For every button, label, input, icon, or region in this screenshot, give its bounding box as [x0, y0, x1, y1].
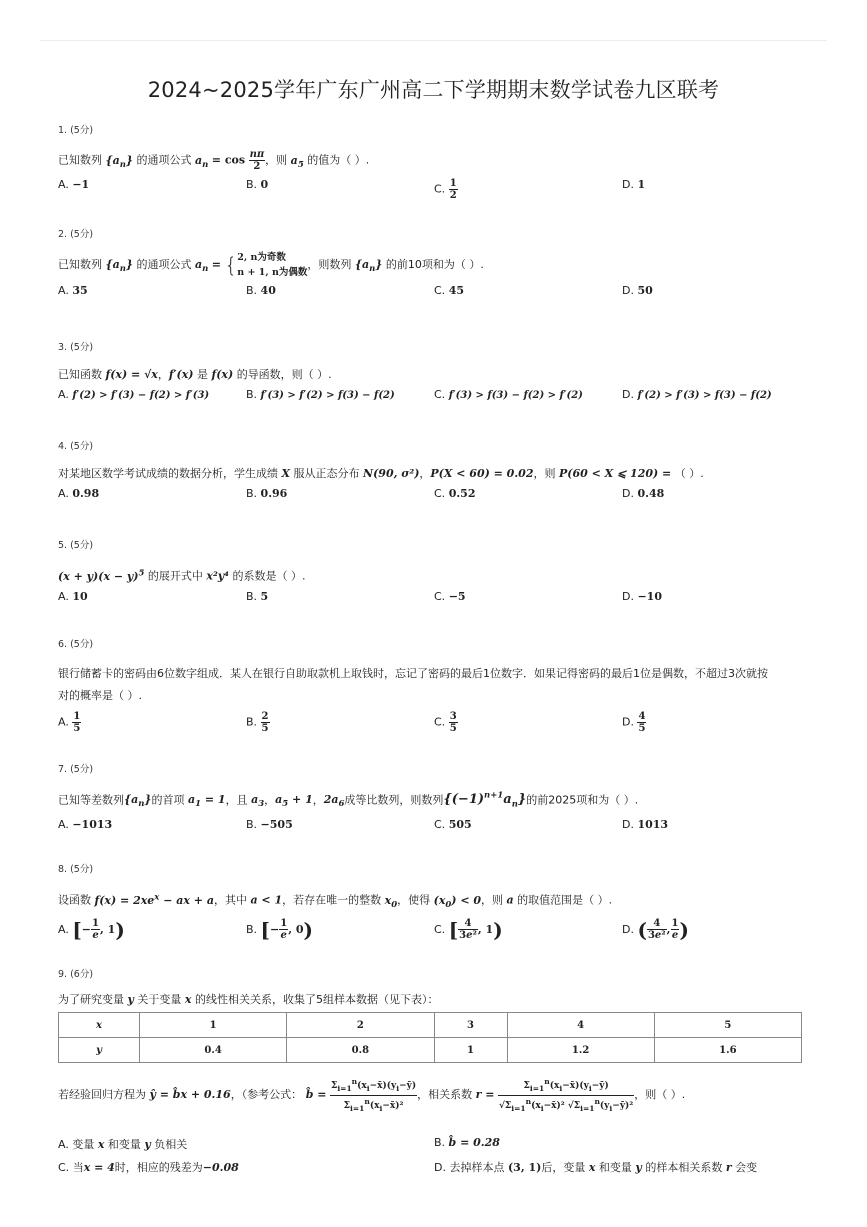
question-number: 7. (5分) [58, 764, 94, 775]
option-d[interactable]: D. 0.48 [622, 487, 665, 500]
question-2 [58, 226, 808, 306]
options [58, 487, 808, 509]
question-number: 6. (5分) [58, 639, 94, 650]
question-7 [58, 761, 808, 840]
table-row: x 1 2 3 4 5 [59, 1013, 802, 1038]
option-b[interactable]: B. $\frac{2}{5}$ [246, 711, 269, 734]
option-c[interactable]: C. 0.52 [434, 487, 476, 500]
regression-formula-line: 若经验回归方程为 ŷ = b̂x + 0.16，（参考公式： b̂ = $\frac{\Sigma_{i=1}^n(x_i-x̄)(y_i-ȳ)}{\Sigma_{i=1}^n(x_i-x̄)^2}$ ，相关系数 r = $\frac{\Sigma_{i=1}^n(x_i-x̄)(y_i-ȳ)}{√\Sigma_{i=1}^n(x_i-x̄)^2 √\Sigma_{i=1}^n(y_i-ȳ)^2}$ ，则（ ）. [58, 1076, 686, 1113]
options [58, 590, 808, 612]
option-c[interactable]: C. $\frac{3}{5}$ [434, 711, 457, 734]
question-9 [58, 966, 808, 1009]
option-b[interactable]: B. −505 [246, 817, 293, 831]
option-d[interactable]: D. $\frac{4}{5}$ [622, 711, 646, 734]
question-number: 5. (5分) [58, 540, 94, 551]
options [58, 711, 808, 737]
option-b[interactable]: B. 0.96 [246, 487, 288, 500]
option-b[interactable]: B. 40 [246, 284, 276, 297]
options [58, 284, 808, 306]
question-stem: 对某地区数学考试成绩的数据分析，学生成绩 X 服从正态分布 N(90, σ²)，P(X < 60) = 0.02，则 P(60 < X ⩽ 120) = （ ）. [58, 467, 704, 480]
option-c[interactable]: C. −5 [434, 589, 466, 603]
option-a[interactable]: A. f′(2) > f′(3) − f(2) > f′(3) [58, 388, 210, 401]
option-b[interactable]: B. b̂ = 0.28 [434, 1136, 500, 1149]
top-divider [40, 40, 827, 41]
question-number: 2. (5分) [58, 229, 94, 240]
option-b[interactable]: B. 5 [246, 589, 269, 603]
option-b[interactable]: B. 0 [246, 177, 269, 191]
option-c[interactable]: C. 当x = 4时，相应的残差为−0.08 [58, 1161, 239, 1174]
question-5 [58, 537, 808, 612]
question-number: 4. (5分) [58, 441, 94, 452]
option-a[interactable]: A. $\frac{1}{5}$ [58, 711, 81, 734]
question-number: 8. (5分) [58, 864, 94, 875]
option-d[interactable]: D. 1013 [622, 817, 669, 831]
option-d[interactable]: D. 去掉样本点 (3, 1)后，变量 x 和变量 y 的样本相关系数 r 会变 [434, 1161, 758, 1174]
option-a[interactable]: A. −1013 [58, 817, 113, 831]
question-number: 1. (5分) [58, 125, 94, 136]
question-4 [58, 438, 808, 509]
option-d[interactable]: D. −10 [622, 589, 662, 603]
option-c[interactable]: C. 45 [434, 284, 464, 297]
option-b[interactable]: B. [− $\frac{1}{e}$ , 0) [246, 917, 313, 942]
question-stem: 设函数 $f(x) = 2xe^x$ − ax + a，其中 a < 1，若存在唯一的整数 $x_0$，使得 $(x_0) < 0$，则 a 的取值范围是（ ）. [58, 892, 613, 910]
option-c[interactable]: C. f′(3) > f(3) − f(2) > f′(2) [434, 388, 583, 401]
page-title: 2024~2025学年广东广州高二下学期期末数学试卷九区联考 [147, 78, 720, 102]
option-d[interactable]: D. ( $\frac{4}{\text{3e²}}$ , $\frac{1}{e}$ ) [622, 917, 689, 942]
option-b[interactable]: B. f′(3) > f′(2) > f(3) − f(2) [246, 388, 395, 401]
question-stem: 已知等差数列$\{a_n\}$的首项 $a_1 = 1$，且 $a_3$，$a_5 + 1$，$2a_6$成等比数列，则数列$\{(-1)^{n+1}a_n\}$的前2025项和为（ ）. [58, 791, 639, 810]
sample-data-table [58, 1012, 802, 1063]
question-number: 9. (6分) [58, 969, 94, 980]
option-a[interactable]: A. 10 [58, 589, 88, 603]
question-3 [58, 339, 808, 410]
option-a[interactable]: A. [− $\frac{1}{e}$ , 1) [58, 917, 125, 942]
options [58, 918, 808, 952]
option-d[interactable]: D. f′(2) > f′(3) > f(3) − f(2) [622, 388, 772, 401]
option-c[interactable]: C. [ $\frac{4}{\text{3e²}}$ , 1) [434, 917, 503, 942]
options [58, 818, 808, 840]
option-a[interactable]: A. −1 [58, 177, 90, 191]
option-c[interactable]: C. $\frac{1}{2}$ [434, 177, 457, 201]
question-stem: 已知数列 $\{a_n\}$ 的通项公式 $a_n = \cos$ $\frac{n\pi}{2}$ ，则 $a_5$ 的值为（ ）. [58, 149, 370, 172]
option-d[interactable]: D. 1 [622, 177, 646, 191]
question-6 [58, 636, 808, 737]
option-a[interactable]: A. 0.98 [58, 487, 100, 500]
question-stem: 为了研究变量 y 关于变量 x 的线性相关关系，收集了5组样本数据（见下表）： [58, 993, 439, 1006]
question-number: 3. (5分) [58, 342, 94, 353]
question-stem: $(x + y)(x - y)^5$ 的展开式中 x²y⁴ 的系数是（ ）. [58, 568, 306, 583]
question-1 [58, 122, 808, 200]
options [58, 178, 808, 200]
question-stem: 已知函数 f(x) = √x，f′(x) 是 f(x) 的导函数，则（ ）. [58, 368, 332, 381]
question-stem: 银行储蓄卡的密码由6位数字组成．某人在银行自助取款机上取钱时，忘记了密码的最后1位数字．如果记得密码的最后1位是偶数，不超过3次就按 对的概率是（ ）. [58, 667, 768, 702]
option-d[interactable]: D. 50 [622, 284, 653, 297]
table-row: y 0.4 0.8 1 1.2 1.6 [59, 1038, 802, 1063]
option-a[interactable]: A. 变量 x 和变量 y 负相关 [58, 1138, 188, 1151]
option-c[interactable]: C. 505 [434, 817, 472, 831]
options [58, 388, 808, 410]
question-stem: 已知数列 $\{a_n\}$ 的通项公式 $a_n$ = { 2, n为奇数 n + 1, n为偶数 ，则数列 $\{a_n\}$ 的前10项和为（ ）. [58, 252, 484, 278]
option-a[interactable]: A. 35 [58, 284, 88, 297]
question-8 [58, 861, 808, 952]
